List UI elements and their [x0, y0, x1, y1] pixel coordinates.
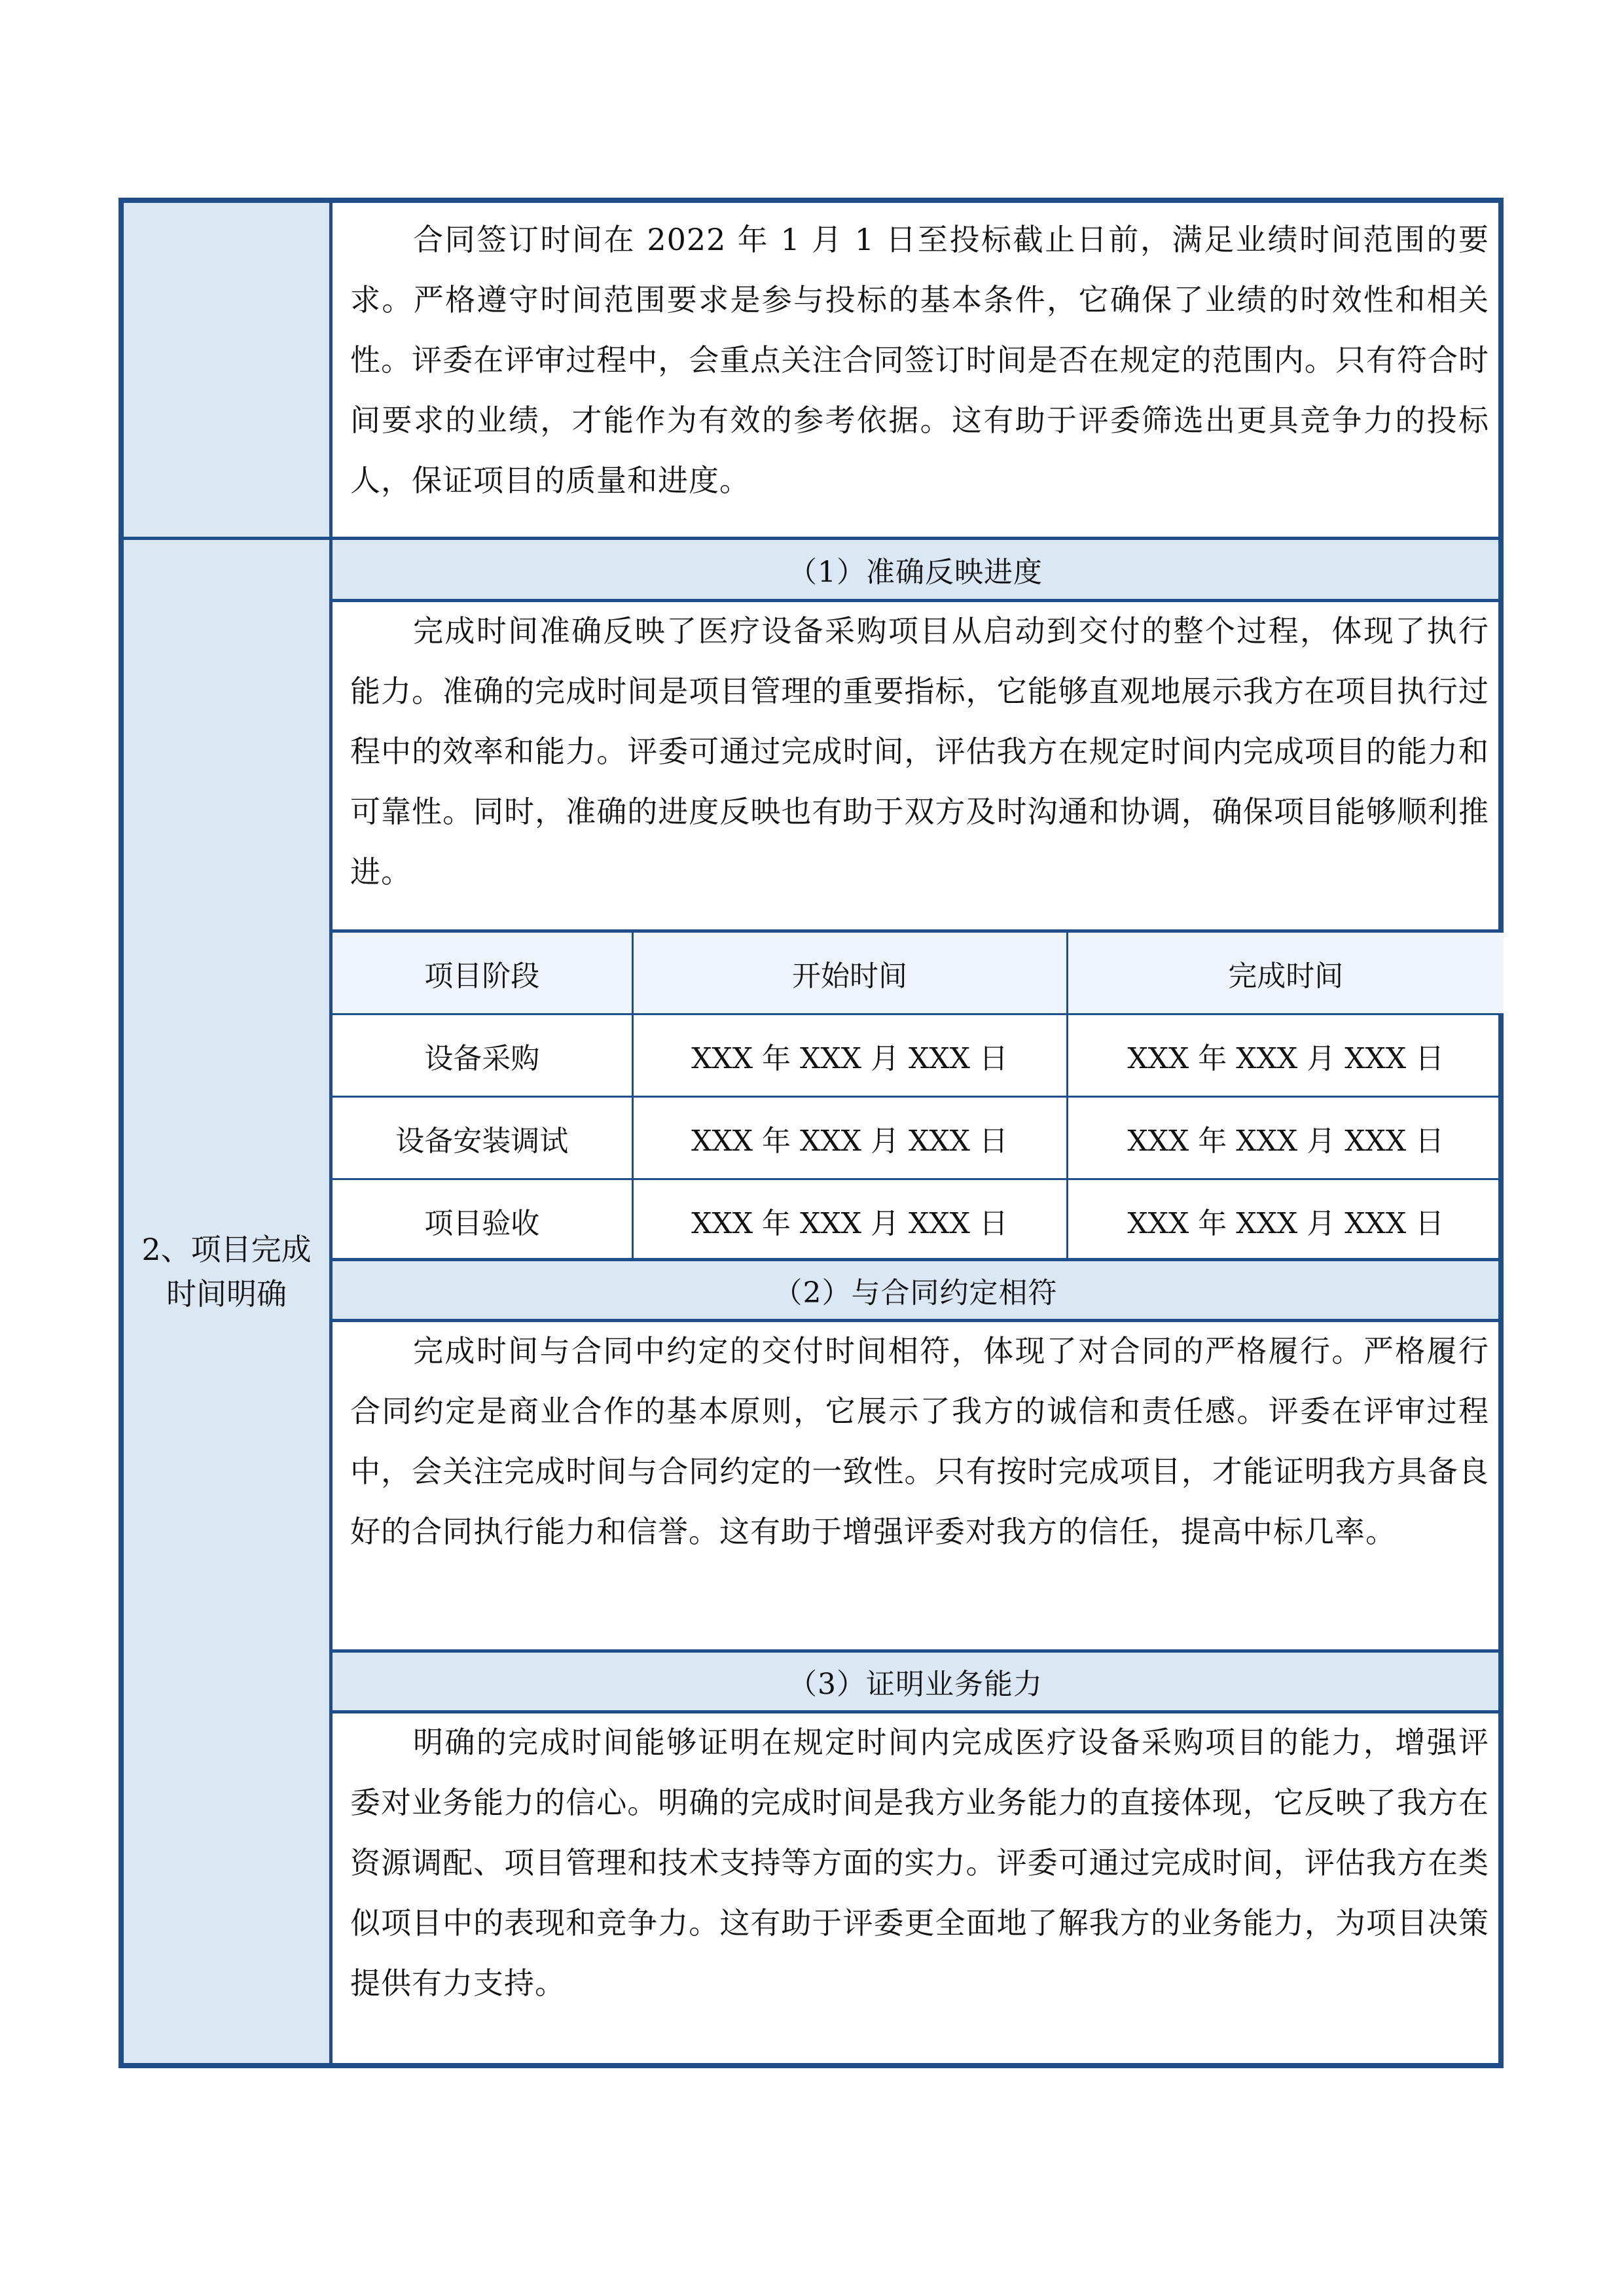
subsection-3-paragraph: 明确的完成时间能够证明在规定时间内完成医疗设备采购项目的能力，增强评委对业务能力的信心。明确的完成时间是我方业务能力的直接体现，它反映了我方在资源调配、项目管理和技术支持等方面的实力。评委可通过完成时间，评估我方在类似项目中的表现和竞争力。这有助于评委更全面地了解我方的业务能力，为项目决策提供有力支持。	[350, 1725, 1489, 2001]
table-cell: XXX 年 XXX 月 XXX 日	[1067, 1097, 1504, 1179]
subsection-header-2: （2）与合同约定相符	[333, 1261, 1498, 1319]
section-label: 2、项目完成时间明确	[141, 1232, 312, 1312]
intro-paragraph: 合同签订时间在 2022 年 1 月 1 日至投标截止日前，满足业绩时间范围的要求。严格遵守时间范围要求是参与投标的基本条件，它确保了业绩的时效性和相关性。评委在评审过程中，会重点关注合同签订时间是否在规定的范围内。只有符合时间要求的业绩，才能作为有效的参考依据。这有助于评委筛选出更具竞争力的投标人，保证项目的质量和进度。	[350, 222, 1489, 498]
table-row	[333, 1014, 1504, 1097]
table-header-stage: 项目阶段	[333, 933, 632, 1014]
schedule-table	[333, 933, 1504, 1261]
subsection-header-3: （3）证明业务能力	[333, 1653, 1498, 1710]
table-cell: XXX 年 XXX 月 XXX 日	[632, 1014, 1067, 1097]
left-label-column	[124, 203, 329, 2063]
content-frame	[118, 198, 1504, 2068]
table-cell: XXX 年 XXX 月 XXX 日	[632, 1097, 1067, 1179]
table-cell: XXX 年 XXX 月 XXX 日	[1067, 1014, 1504, 1097]
table-header-end: 完成时间	[1067, 933, 1504, 1014]
subsection-header-1: （1）准确反映进度	[333, 540, 1498, 599]
table-cell: XXX 年 XXX 月 XXX 日	[1067, 1179, 1504, 1261]
subsection-2-paragraph: 完成时间与合同中约定的交付时间相符，体现了对合同的严格履行。严格履行合同约定是商业合作的基本原则，它展示了我方的诚信和责任感。评委在评审过程中，会关注完成时间与合同约定的一致性。只有按时完成项目，才能证明我方具备良好的合同执行能力和信誉。这有助于增强评委对我方的信任，提高中标几率。	[350, 1333, 1489, 1549]
table-cell: 设备采购	[333, 1014, 632, 1097]
table-header-row	[333, 933, 1504, 1014]
table-cell: 设备安装调试	[333, 1097, 632, 1179]
table-row	[333, 1179, 1504, 1261]
subsection-1-paragraph: 完成时间准确反映了医疗设备采购项目从启动到交付的整个过程，体现了执行能力。准确的完成时间是项目管理的重要指标，它能够直观地展示我方在项目执行过程中的效率和能力。评委可通过完成时间，评估我方在规定时间内完成项目的能力和可靠性。同时，准确的进度反映也有助于双方及时沟通和协调，确保项目能够顺利推进。	[350, 613, 1489, 889]
table-cell: 项目验收	[424, 1206, 540, 1240]
table-header-start: 开始时间	[632, 933, 1067, 1014]
table-cell: XXX 年 XXX 月 XXX 日	[632, 1179, 1067, 1261]
table-row	[333, 1097, 1504, 1179]
